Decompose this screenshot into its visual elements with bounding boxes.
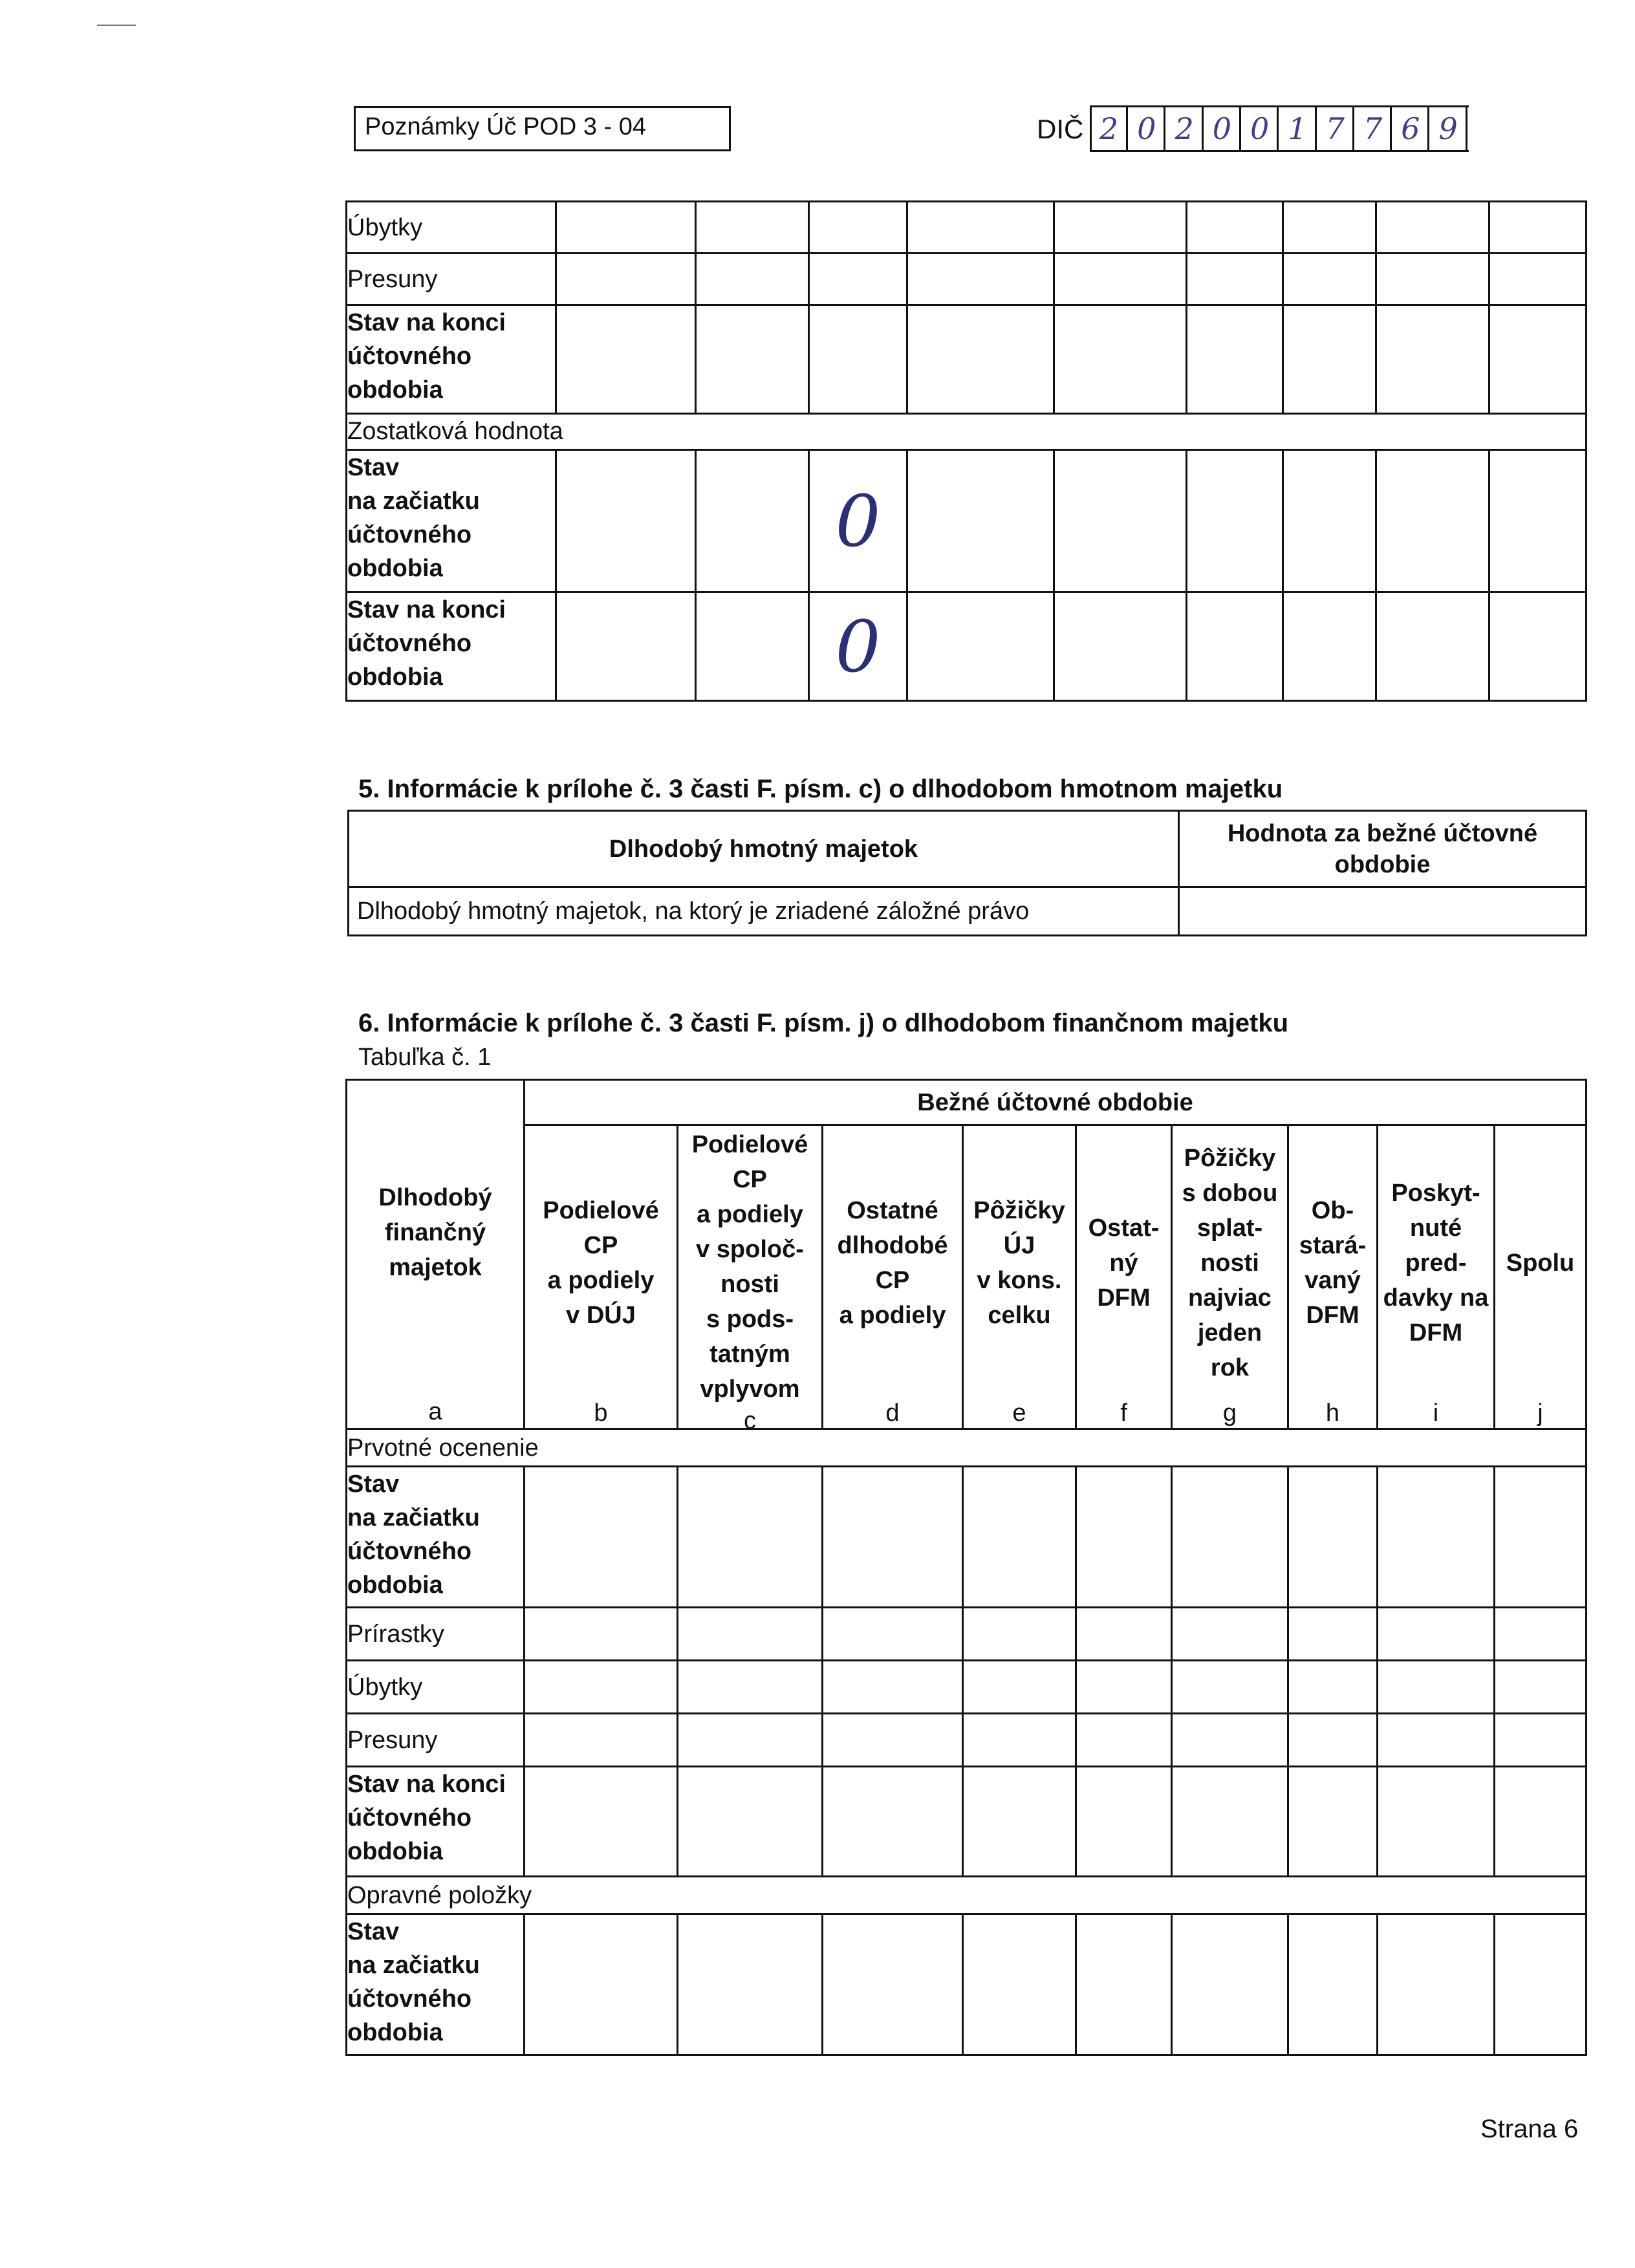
row-label: Stav na konci účtovného obdobia xyxy=(347,1767,525,1877)
value-cell[interactable] xyxy=(1172,1467,1288,1608)
value-cell[interactable] xyxy=(1376,254,1489,305)
table-row xyxy=(347,592,1586,701)
value-cell[interactable] xyxy=(678,1914,823,2055)
value-cell[interactable] xyxy=(963,1714,1076,1767)
s5-row-label: Dlhodobý hmotný majetok, na ktorý je zriadené záložné právo xyxy=(349,887,1179,936)
value-cell[interactable] xyxy=(1054,592,1187,701)
value-cell[interactable] xyxy=(525,1467,678,1608)
table-row xyxy=(347,1914,1586,2055)
value-cell[interactable] xyxy=(1076,1714,1172,1767)
table-dnm-continuation xyxy=(345,200,1587,702)
value-cell[interactable] xyxy=(1187,305,1283,414)
table-row xyxy=(347,1661,1586,1714)
value-cell[interactable] xyxy=(907,254,1054,305)
value-cell[interactable] xyxy=(696,254,809,305)
value-cell[interactable] xyxy=(1054,450,1187,592)
value-cell[interactable] xyxy=(1076,1914,1172,2055)
row-label: Úbytky xyxy=(347,202,556,254)
value-cell[interactable] xyxy=(1187,254,1283,305)
value-cell[interactable] xyxy=(678,1467,823,1608)
row-label: Prvotné ocenenie xyxy=(347,1429,1586,1467)
table-row xyxy=(347,414,1586,450)
s5-col2-header: Hodnota za bežné účtovné obdobie xyxy=(1179,811,1586,887)
value-cell[interactable] xyxy=(823,1467,963,1608)
value-cell[interactable] xyxy=(678,1714,823,1767)
column-header-f: Ostat- ný DFM f xyxy=(1076,1125,1172,1429)
value-cell[interactable] xyxy=(1288,1767,1378,1877)
value-cell[interactable] xyxy=(1376,305,1489,414)
form-label: Poznámky Úč POD 3 - 04 xyxy=(365,113,647,140)
section6-title: 6. Informácie k prílohe č. 3 časti F. písm. j) o dlhodobom finančnom majetku xyxy=(358,1009,1289,1037)
value-cell[interactable] xyxy=(1288,1467,1378,1608)
value-cell[interactable] xyxy=(1378,1914,1495,2055)
value-cell[interactable] xyxy=(809,305,907,414)
value-cell[interactable] xyxy=(556,254,696,305)
dic-digit-cell[interactable]: 0 xyxy=(1129,107,1165,150)
value-cell[interactable] xyxy=(823,1608,963,1661)
row-label: Stav na začiatku účtovného obdobia xyxy=(347,450,556,592)
table-row xyxy=(347,1608,1586,1661)
value-cell[interactable] xyxy=(678,1608,823,1661)
value-cell[interactable] xyxy=(907,202,1054,254)
value-cell[interactable] xyxy=(1283,254,1376,305)
table-row xyxy=(347,1467,1586,1608)
value-cell[interactable] xyxy=(1172,1914,1288,2055)
row-label: Zostatková hodnota xyxy=(347,414,1586,450)
value-cell[interactable] xyxy=(556,305,696,414)
value-cell[interactable] xyxy=(1172,1608,1288,1661)
table-row xyxy=(347,450,1586,592)
value-cell[interactable] xyxy=(1076,1661,1172,1714)
value-cell[interactable] xyxy=(525,1608,678,1661)
value-cell[interactable] xyxy=(1076,1467,1172,1608)
value-cell[interactable] xyxy=(907,305,1054,414)
table-row xyxy=(347,1877,1586,1914)
value-cell[interactable] xyxy=(1378,1661,1495,1714)
form-label-box xyxy=(354,106,731,151)
table-section6 xyxy=(345,1079,1587,2056)
value-cell[interactable] xyxy=(1376,202,1489,254)
value-cell[interactable] xyxy=(525,1661,678,1714)
value-cell[interactable] xyxy=(1378,1767,1495,1877)
value-cell[interactable] xyxy=(1495,1608,1586,1661)
row-label: Stav na konci účtovného obdobia xyxy=(347,305,556,414)
dic-digit-cell[interactable]: 2 xyxy=(1092,107,1128,150)
value-cell[interactable] xyxy=(1172,1714,1288,1767)
row-label: Presuny xyxy=(347,254,556,305)
value-cell[interactable] xyxy=(525,1767,678,1877)
value-cell[interactable] xyxy=(1378,1608,1495,1661)
dic-digit-cell[interactable]: 1 xyxy=(1281,107,1317,150)
row-label: Presuny xyxy=(347,1714,525,1767)
value-cell[interactable] xyxy=(678,1767,823,1877)
value-cell[interactable] xyxy=(1495,1661,1586,1714)
value-cell[interactable] xyxy=(1495,1467,1586,1608)
value-cell[interactable] xyxy=(1187,202,1283,254)
s5-row-value[interactable] xyxy=(1179,887,1586,936)
value-cell[interactable] xyxy=(963,1467,1076,1608)
value-cell[interactable] xyxy=(1283,592,1376,701)
value-cell[interactable] xyxy=(1378,1714,1495,1767)
value-cell[interactable] xyxy=(1172,1767,1288,1877)
column-header-b: Podielové CP a podiely v DÚJ b xyxy=(525,1125,678,1429)
table-section5 xyxy=(347,810,1587,936)
row-label: Stav na začiatku účtovného obdobia xyxy=(347,1914,525,2055)
value-cell[interactable] xyxy=(1054,254,1187,305)
column-header-a: Dlhodobý finančný majetok a xyxy=(347,1080,525,1429)
dic-digit-cell[interactable]: 0 xyxy=(1205,107,1241,150)
value-cell[interactable] xyxy=(1076,1608,1172,1661)
value-cell[interactable] xyxy=(1283,305,1376,414)
value-cell[interactable] xyxy=(1288,1608,1378,1661)
dic-digit-cell[interactable]: 7 xyxy=(1356,107,1392,150)
value-cell[interactable] xyxy=(823,1714,963,1767)
dic-field[interactable] xyxy=(1090,105,1469,152)
column-header-d: Ostatné dlhodobé CP a podiely d xyxy=(823,1125,963,1429)
value-cell[interactable] xyxy=(1187,450,1283,592)
column-header-e: Pôžičky ÚJ v kons. celku e xyxy=(963,1125,1076,1429)
value-cell[interactable] xyxy=(1489,305,1586,414)
value-cell[interactable] xyxy=(823,1914,963,2055)
value-cell[interactable] xyxy=(907,592,1054,701)
dic-digit-cell[interactable]: 7 xyxy=(1318,107,1354,150)
group-header: Bežné účtovné obdobie xyxy=(525,1080,1586,1125)
row-label: Prírastky xyxy=(347,1608,525,1661)
column-header-c: Podielové CP a podiely v spoloč- nosti s pods- tatným vplyvom c xyxy=(678,1125,823,1429)
s5-col1-header: Dlhodobý hmotný majetok xyxy=(349,811,1179,887)
dic-digit-cell[interactable]: 2 xyxy=(1167,107,1204,150)
value-cell[interactable] xyxy=(809,202,907,254)
value-cell[interactable] xyxy=(1283,202,1376,254)
value-cell[interactable] xyxy=(1495,1914,1586,2055)
dic-digit-cell[interactable]: 9 xyxy=(1431,107,1467,150)
value-cell[interactable] xyxy=(963,1914,1076,2055)
scan-mark xyxy=(97,25,136,26)
value-cell[interactable] xyxy=(1495,1714,1586,1767)
value-cell[interactable] xyxy=(809,254,907,305)
table-row xyxy=(347,1429,1586,1467)
value-cell[interactable] xyxy=(1376,450,1489,592)
column-header-g: Pôžičky s dobou splat- nosti najviac jeden rok g xyxy=(1172,1125,1288,1429)
value-cell[interactable] xyxy=(963,1661,1076,1714)
value-cell[interactable] xyxy=(823,1767,963,1877)
dic-label: DIČ xyxy=(1037,114,1084,144)
value-cell[interactable] xyxy=(1288,1661,1378,1714)
value-cell[interactable] xyxy=(678,1661,823,1714)
row-label: Stav na konci účtovného obdobia xyxy=(347,592,556,701)
value-cell[interactable] xyxy=(696,592,809,701)
handwritten-value[interactable]: 0 xyxy=(809,450,907,592)
value-cell[interactable] xyxy=(963,1767,1076,1877)
value-cell[interactable] xyxy=(907,450,1054,592)
value-cell[interactable] xyxy=(1288,1914,1378,2055)
value-cell[interactable] xyxy=(525,1914,678,2055)
value-cell[interactable] xyxy=(963,1608,1076,1661)
column-header-h: Ob- stará- vaný DFM h xyxy=(1288,1125,1378,1429)
table-row xyxy=(347,202,1586,254)
value-cell[interactable] xyxy=(1376,592,1489,701)
section6-subtitle: Tabuľka č. 1 xyxy=(358,1044,492,1071)
value-cell[interactable] xyxy=(1489,254,1586,305)
value-cell[interactable] xyxy=(823,1661,963,1714)
value-cell[interactable] xyxy=(1489,202,1586,254)
value-cell[interactable] xyxy=(1054,202,1187,254)
value-cell[interactable] xyxy=(556,592,696,701)
table-row xyxy=(347,1714,1586,1767)
table-row xyxy=(347,254,1586,305)
value-cell[interactable] xyxy=(1495,1767,1586,1877)
value-cell[interactable] xyxy=(1187,592,1283,701)
value-cell[interactable] xyxy=(1378,1467,1495,1608)
value-cell[interactable] xyxy=(1054,305,1187,414)
row-label: Stav na začiatku účtovného obdobia xyxy=(347,1467,525,1608)
page-number: Strana 6 xyxy=(1480,2115,1579,2143)
value-cell[interactable] xyxy=(696,305,809,414)
row-label: Úbytky xyxy=(347,1661,525,1714)
value-cell[interactable] xyxy=(1172,1661,1288,1714)
value-cell[interactable] xyxy=(1283,450,1376,592)
value-cell[interactable] xyxy=(525,1714,678,1767)
value-cell[interactable] xyxy=(556,450,696,592)
row-label: Opravné položky xyxy=(347,1877,1586,1914)
table-row xyxy=(347,305,1586,414)
value-cell[interactable] xyxy=(1489,450,1586,592)
handwritten-value[interactable]: 0 xyxy=(809,592,907,701)
section5-title: 5. Informácie k prílohe č. 3 časti F. písm. c) o dlhodobom hmotnom majetku xyxy=(358,775,1283,803)
dic-digit-cell[interactable]: 6 xyxy=(1393,107,1429,150)
column-header-i: Poskyt- nuté pred- davky na DFM i xyxy=(1378,1125,1495,1429)
value-cell[interactable] xyxy=(696,450,809,592)
value-cell[interactable] xyxy=(1076,1767,1172,1877)
value-cell[interactable] xyxy=(556,202,696,254)
value-cell[interactable] xyxy=(1288,1714,1378,1767)
column-header-j: Spolu j xyxy=(1495,1125,1586,1429)
value-cell[interactable] xyxy=(1489,592,1586,701)
table-row xyxy=(347,1767,1586,1877)
dic-digit-cell[interactable]: 0 xyxy=(1242,107,1279,150)
value-cell[interactable] xyxy=(696,202,809,254)
